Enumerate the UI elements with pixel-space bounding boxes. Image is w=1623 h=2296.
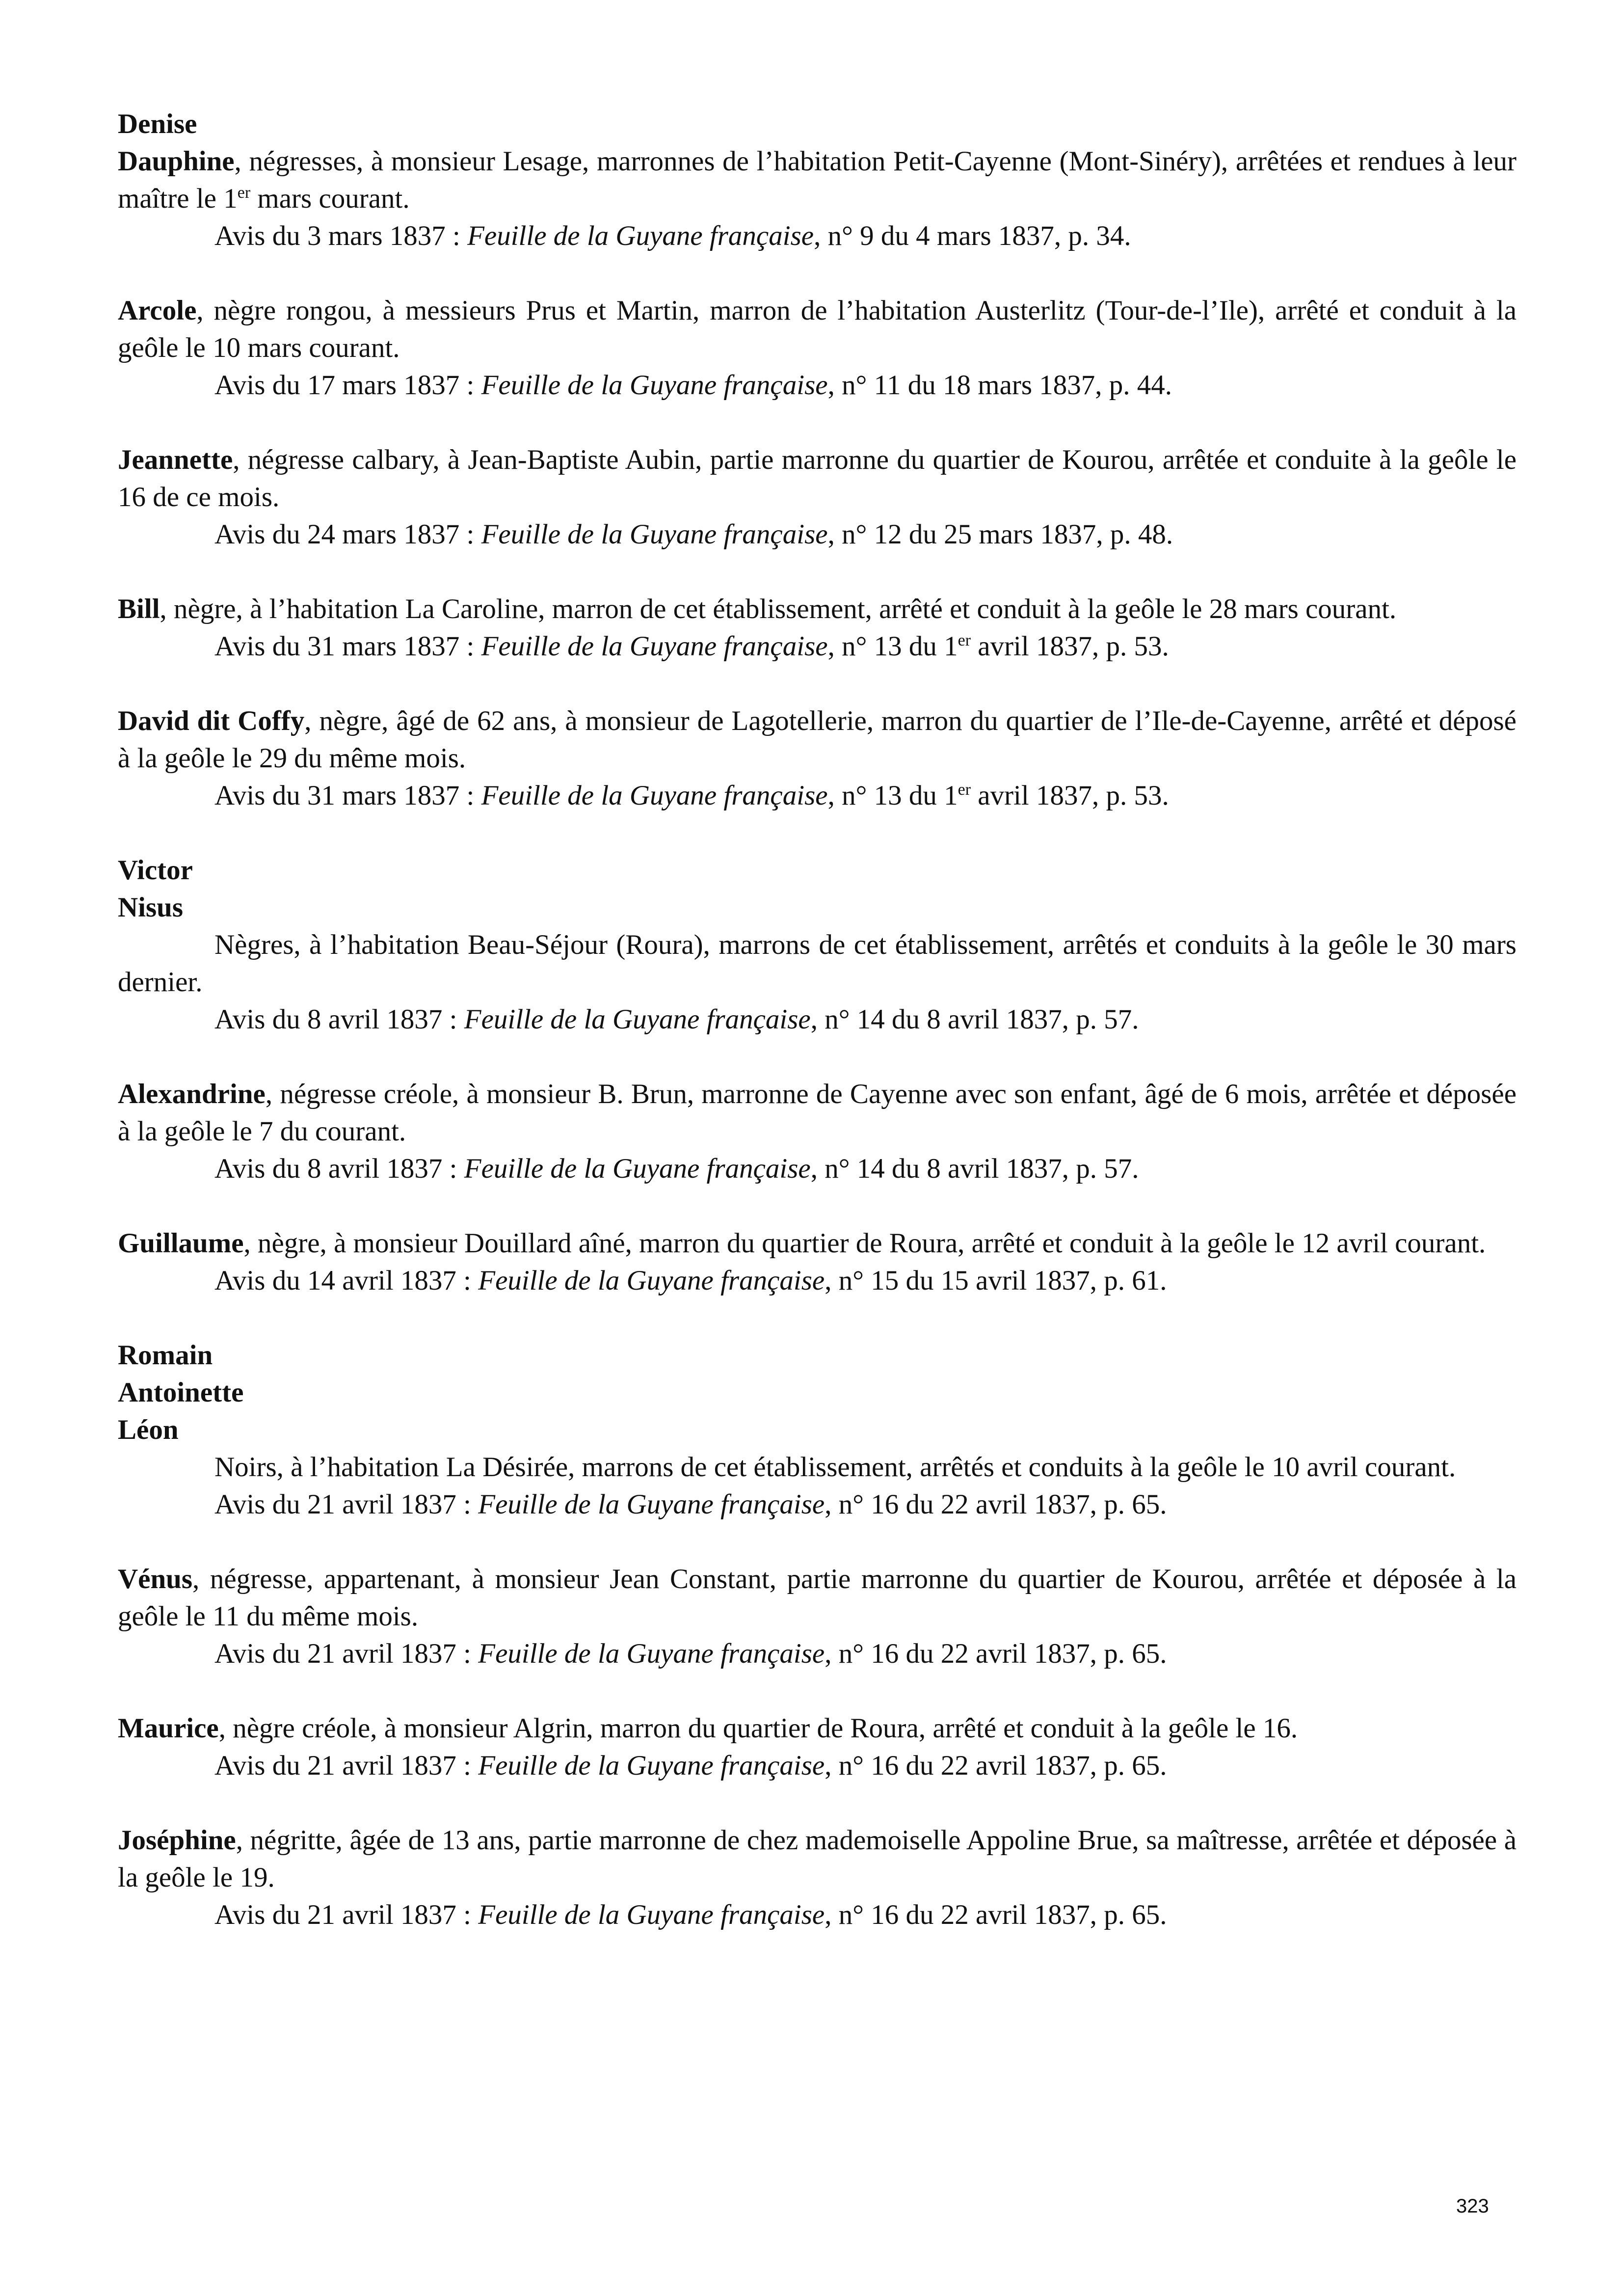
name-arcole: Arcole — [118, 295, 197, 326]
description-text: , nègre, à monsieur Douillard aîné, marron du quartier de Roura, arrêté et conduit à la geôle le 12 avril courant. — [243, 1228, 1486, 1259]
superscript: er — [958, 781, 971, 799]
avis-prefix: Avis du 8 avril 1837 : — [214, 1153, 464, 1184]
avis-source: Feuille de la Guyane française — [481, 631, 828, 662]
entry-description: Nègres, à l’habitation Beau-Séjour (Roura), marrons de cet établissement, arrêtés et conduits à la geôle le 30 mars dernier. — [118, 929, 1517, 998]
avis-suffix: , n° 14 du 8 avril 1837, p. 57. — [810, 1004, 1139, 1035]
avis-prefix: Avis du 8 avril 1837 : — [214, 1004, 464, 1035]
avis-suffix: , n° 16 du 22 avril 1837, p. 65. — [825, 1638, 1167, 1669]
description-text: , négresse, appartenant, à monsieur Jean Constant, partie marronne du quartier de Kourou, arrêtée et déposée à la geôle le 11 du même mois. — [118, 1564, 1517, 1632]
entry-description — [118, 1822, 1517, 1896]
entry-description — [118, 292, 1517, 367]
avis-suffix: avril 1837, p. 53. — [971, 631, 1169, 662]
avis-suffix: , n° 16 du 22 avril 1837, p. 65. — [825, 1899, 1167, 1930]
avis-prefix: Avis du 31 mars 1837 : — [214, 780, 481, 811]
avis-source: Feuille de la Guyane française — [478, 1750, 825, 1781]
avis-suffix: , n° 12 du 25 mars 1837, p. 48. — [827, 519, 1173, 550]
entry-guillaume — [118, 1225, 1517, 1299]
avis-source: Feuille de la Guyane française — [478, 1265, 825, 1296]
avis-source: Feuille de la Guyane française — [481, 370, 828, 401]
name-denise: Denise — [118, 108, 197, 139]
superscript: er — [958, 631, 971, 649]
avis-mid: , n° 13 du 1 — [827, 631, 958, 662]
avis-citation — [118, 1486, 1517, 1523]
entry-description — [118, 591, 1517, 628]
name-dauphine: Dauphine — [118, 146, 235, 177]
avis-citation — [118, 1635, 1517, 1673]
entry-victor-nisus — [118, 852, 1517, 1038]
name-david-dit-coffy: David dit Coffy — [118, 705, 305, 736]
avis-source: Feuille de la Guyane française — [478, 1489, 825, 1520]
description-text: , nègre rongou, à messieurs Prus et Martin, marron de l’habitation Austerlitz (Tour-de-l’Ile), arrêté et conduit à la geôle le 10 mars courant. — [118, 295, 1517, 363]
superscript: er — [237, 184, 251, 202]
entry-description — [118, 1561, 1517, 1635]
entry-description — [118, 1710, 1517, 1747]
description-text: , négresse créole, à monsieur B. Brun, marronne de Cayenne avec son enfant, âgé de 6 mois, arrêtée et déposée à la geôle le 7 du courant. — [118, 1079, 1517, 1147]
name-alexandrine: Alexandrine — [118, 1079, 266, 1109]
avis-citation — [118, 1262, 1517, 1299]
name-guillaume: Guillaume — [118, 1228, 244, 1259]
entry-description — [118, 1225, 1517, 1262]
entry-jeannette — [118, 441, 1517, 553]
avis-prefix: Avis du 21 avril 1837 : — [214, 1489, 479, 1520]
avis-citation — [118, 367, 1517, 404]
entry-maurice — [118, 1710, 1517, 1784]
name-venus: Vénus — [118, 1564, 193, 1594]
avis-suffix: , n° 16 du 22 avril 1837, p. 65. — [825, 1489, 1167, 1520]
entry-description: Noirs, à l’habitation La Désirée, marrons de cet établissement, arrêtés et conduits à la geôle le 10 avril courant. — [214, 1452, 1456, 1483]
entry-denise-dauphine — [118, 106, 1517, 255]
avis-source: Feuille de la Guyane française — [464, 1004, 811, 1035]
avis-citation — [118, 628, 1517, 665]
name-josephine: Joséphine — [118, 1825, 236, 1856]
avis-citation — [118, 516, 1517, 553]
avis-suffix: , n° 15 du 15 avril 1837, p. 61. — [825, 1265, 1167, 1296]
name-bill: Bill — [118, 594, 160, 624]
description-text: , négritte, âgée de 13 ans, partie marronne de chez mademoiselle Appoline Brue, sa maîtresse, arrêtée et déposée à la geôle le 19. — [118, 1825, 1517, 1893]
avis-prefix: Avis du 14 avril 1837 : — [214, 1265, 479, 1296]
entry-josephine — [118, 1822, 1517, 1934]
avis-citation — [118, 777, 1517, 814]
avis-citation — [118, 1150, 1517, 1188]
description-text: , négresse calbary, à Jean-Baptiste Aubin, partie marronne du quartier de Kourou, arrêtée et conduite à la geôle le 16 de ce mois. — [118, 444, 1517, 513]
name-maurice: Maurice — [118, 1713, 219, 1744]
avis-prefix: Avis du 21 avril 1837 : — [214, 1899, 479, 1930]
entry-arcole — [118, 292, 1517, 404]
entry-description — [118, 702, 1517, 777]
entry-romain-antoinette-leon — [118, 1337, 1517, 1523]
avis-source: Feuille de la Guyane française — [464, 1153, 811, 1184]
entry-bill — [118, 591, 1517, 665]
description-text: , nègre créole, à monsieur Algrin, marron du quartier de Roura, arrêté et conduit à la geôle le 16. — [218, 1713, 1298, 1744]
entry-alexandrine — [118, 1076, 1517, 1188]
name-jeannette: Jeannette — [118, 444, 233, 475]
avis-citation — [118, 1001, 1517, 1038]
avis-prefix: Avis du 21 avril 1837 : — [214, 1638, 479, 1669]
avis-citation — [118, 217, 1517, 255]
entry-venus — [118, 1561, 1517, 1673]
entry-david-dit-coffy — [118, 702, 1517, 814]
avis-source: Feuille de la Guyane française — [478, 1899, 825, 1930]
avis-source: Feuille de la Guyane française — [481, 780, 828, 811]
entry-description — [118, 441, 1517, 516]
description-tail: mars courant. — [250, 183, 410, 214]
avis-prefix: Avis du 17 mars 1837 : — [214, 370, 481, 401]
name-antoinette: Antoinette — [118, 1377, 244, 1408]
name-nisus: Nisus — [118, 892, 184, 923]
name-romain: Romain — [118, 1340, 213, 1371]
name-victor: Victor — [118, 855, 193, 886]
avis-suffix: avril 1837, p. 53. — [971, 780, 1169, 811]
avis-source: Feuille de la Guyane française — [481, 519, 828, 550]
avis-prefix: Avis du 3 mars 1837 : — [214, 220, 468, 251]
avis-source: Feuille de la Guyane française — [478, 1638, 825, 1669]
name-leon: Léon — [118, 1414, 179, 1445]
description-text: , négresses, à monsieur Lesage, marronnes de l’habitation Petit-Cayenne (Mont-Sinéry), arrêtées et rendues à leur maître le 1 — [118, 146, 1517, 214]
avis-suffix: , n° 16 du 22 avril 1837, p. 65. — [825, 1750, 1167, 1781]
avis-suffix: , n° 11 du 18 mars 1837, p. 44. — [827, 370, 1172, 401]
avis-suffix: , n° 9 du 4 mars 1837, p. 34. — [814, 220, 1131, 251]
entry-description — [118, 1076, 1517, 1150]
avis-citation — [118, 1896, 1517, 1934]
avis-prefix: Avis du 31 mars 1837 : — [214, 631, 481, 662]
avis-citation — [118, 1747, 1517, 1784]
page-number: 323 — [1456, 2195, 1489, 2217]
avis-prefix: Avis du 24 mars 1837 : — [214, 519, 481, 550]
entry-description — [118, 143, 1517, 217]
description-text: , nègre, à l’habitation La Caroline, marron de cet établissement, arrêté et conduit à la geôle le 28 mars courant. — [160, 594, 1397, 624]
document-page — [118, 106, 1517, 1971]
avis-prefix: Avis du 21 avril 1837 : — [214, 1750, 479, 1781]
avis-mid: , n° 13 du 1 — [827, 780, 958, 811]
avis-suffix: , n° 14 du 8 avril 1837, p. 57. — [810, 1153, 1139, 1184]
avis-source: Feuille de la Guyane française — [467, 220, 814, 251]
description-text: , nègre, âgé de 62 ans, à monsieur de Lagotellerie, marron du quartier de l’Ile-de-Cayenne, arrêté et déposé à la geôle le 29 du même mois. — [118, 705, 1517, 774]
